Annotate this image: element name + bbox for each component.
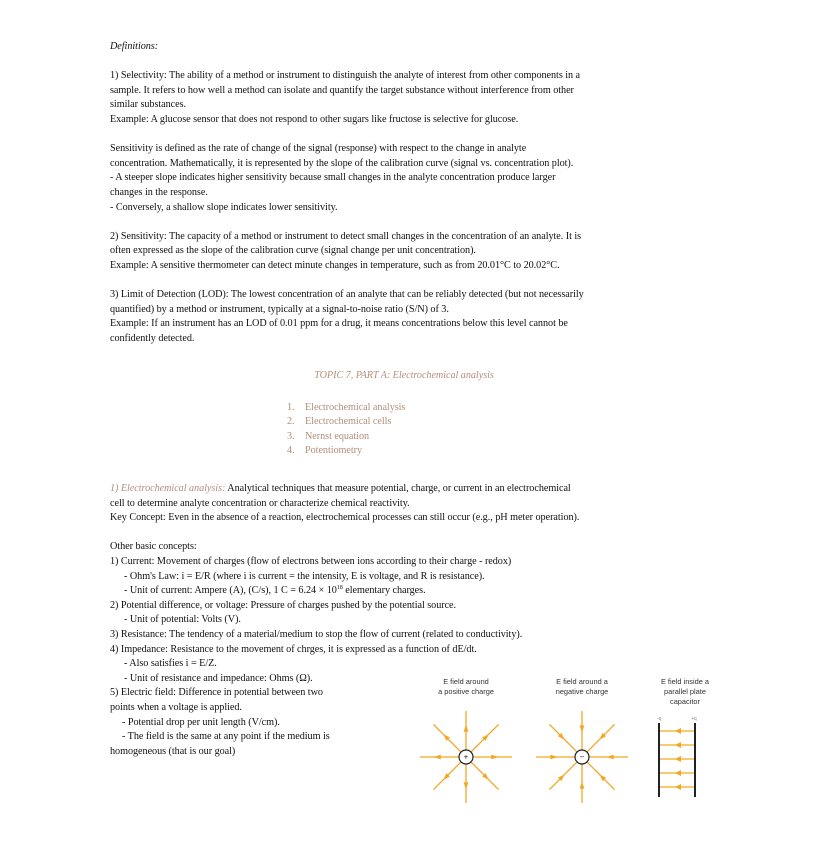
lod-line-3: Example: If an instrument has an LOD of 0.01 ppm for a drug, it means concentrations below this level cannot be	[110, 318, 568, 330]
selectivity-line-1: 1) Selectivity: The ability of a method or instrument to distinguish the analyte of interest from other components in a	[110, 70, 581, 82]
field-arrow	[675, 770, 681, 776]
electro-line-2: cell to determine analyte concentration or characterize chemical reactivity.	[110, 497, 410, 509]
field-arrow	[580, 781, 585, 788]
charge-sign: −	[579, 752, 585, 762]
sensitivity-def-line-2: concentration. Mathematically, it is represented by the slope of the calibration curve (signal vs. concentration plot).	[110, 157, 574, 169]
sensitivity-example: Example: A sensitive thermometer can detect minute changes in temperature, such as from 20.01°C to 20.02°C.	[110, 259, 560, 271]
impedance-line: 4) Impedance: Resistance to the movement of chrges, it is expressed as a function of dE/dt.	[110, 643, 477, 655]
lod-line-2: quantified) by a method or instrument, typically at a signal-to-noise ratio (S/N) of 3.	[110, 303, 449, 315]
sensitivity-def-line-4: changes in the response.	[110, 186, 208, 198]
field-same-line-2: homogeneous (that is our goal)	[110, 745, 236, 757]
toc-label: Potentiometry	[305, 445, 363, 457]
also-line: - Also satisfies i = E/Z.	[124, 658, 217, 670]
efield-block	[110, 686, 390, 759]
lod-line-1: 3) Limit of Detection (LOD): The lowest concentration of an analyte that can be reliably detected (but not necessarily	[110, 289, 584, 301]
table-of-contents	[287, 401, 710, 459]
lod-line-4: confidently detected.	[110, 332, 195, 344]
efield-line-1: 5) Electric field: Difference in potential between two	[110, 687, 323, 699]
caption-plate: E field inside a parallel plate capacitor	[660, 677, 710, 706]
efield-line-2: points when a voltage is applied.	[110, 701, 242, 713]
electric-field-diagrams	[418, 677, 718, 807]
positive-charge-diagram	[420, 711, 512, 803]
field-lines-svg	[418, 677, 718, 807]
field-arrow	[675, 784, 681, 790]
caption-negative: E field around a negative charge	[555, 677, 609, 696]
charge-sign: +	[463, 752, 469, 762]
field-same-line-1: - The field is the same at any point if the medium is	[122, 731, 330, 743]
field-arrow	[675, 756, 681, 762]
selectivity-line-3: similar substances.	[110, 99, 187, 111]
document-page	[110, 40, 710, 759]
selectivity-example: Example: A glucose sensor that does not respond to other sugars like fructose is selective for glucose.	[110, 113, 519, 125]
field-arrow	[580, 725, 585, 732]
basic-heading: Other basic concepts:	[110, 541, 197, 553]
unit-resistance-line: - Unit of resistance and impedance: Ohms (Ω).	[124, 672, 313, 684]
toc-label: Electrochemical cells	[305, 416, 392, 428]
field-arrow	[464, 725, 469, 732]
resistance-line: 3) Resistance: The tendency of a material/medium to stop the flow of current (related to conductivity).	[110, 628, 523, 640]
sensitivity-def-line-1: Sensitivity is defined as the rate of change of the signal (response) with respect to the change in analyte	[110, 143, 527, 155]
selectivity-line-2: sample. It refers to how well a method can isolate and quantify the target substance without interference from other	[110, 84, 574, 96]
electro-heading: 1) Electrochemical analysis:	[110, 483, 226, 495]
capacitor-diagram	[657, 716, 697, 797]
negative-charge-diagram	[536, 711, 628, 803]
plate-minus-label: -q	[657, 716, 662, 722]
sensitivity-def-line-5: - Conversely, a shallow slope indicates lower sensitivity.	[110, 201, 338, 213]
toc-item: 1. Electrochemical analysis	[287, 401, 710, 416]
field-arrow	[675, 742, 681, 748]
sensitivity-line-2: often expressed as the slope of the calibration curve (signal change per unit concentration).	[110, 245, 476, 257]
sensitivity-line-1: 2) Sensitivity: The capacity of a method or instrument to detect small changes in the concentration of an analyte. It is	[110, 230, 582, 242]
toc-label: Electrochemical analysis	[305, 401, 406, 413]
toc-label: Nernst equation	[305, 430, 370, 442]
plate-plus-label: +q	[691, 716, 697, 722]
potential-line: 2) Potential difference, or voltage: Pressure of charges pushed by the potential source.	[110, 599, 457, 611]
electro-key-concept: Key Concept: Even in the absence of a reaction, electrochemical processes can still occur (e.g., pH meter operation).	[110, 512, 580, 524]
field-arrow	[434, 755, 441, 760]
field-arrow	[675, 728, 681, 734]
potential-drop-line: - Potential drop per unit length (V/cm).	[122, 716, 280, 728]
unit-current-line: - Unit of current: Ampere (A), (C/s), 1 $C = 6.24 \times 10^{18}$ elementary charges.	[124, 585, 426, 597]
topic-title: TOPIC 7, PART A: Electrochemical analysis	[314, 370, 494, 382]
field-arrow	[606, 755, 613, 760]
toc-item: 2. Electrochemical cells	[287, 415, 710, 430]
field-arrow	[464, 782, 469, 789]
caption-positive: E field around a positive charge	[438, 677, 494, 696]
field-arrow	[491, 755, 498, 760]
current-line: 1) Current: Movement of charges (flow of electrons between ions according to their charge - redox)	[110, 556, 512, 567]
ohm-law-line: - Ohm's Law: i = E/R (where i is current = the intensity, E is voltage, and R is resistance).	[124, 570, 485, 582]
sensitivity-def-line-3: - A steeper slope indicates higher sensitivity because small changes in the analyte concentration produce larger	[110, 172, 556, 184]
toc-item: 3. Nernst equation	[287, 430, 710, 445]
definitions-heading: Definitions:	[110, 41, 159, 52]
toc-item: 4. Potentiometry	[287, 444, 710, 459]
field-arrow	[550, 755, 557, 760]
electro-line-1: 1) Electrochemical analysis: Analytical techniques that measure potential, charge, or current in an electrochemical	[110, 483, 571, 495]
unit-potential-line: - Unit of potential: Volts (V).	[124, 614, 241, 626]
